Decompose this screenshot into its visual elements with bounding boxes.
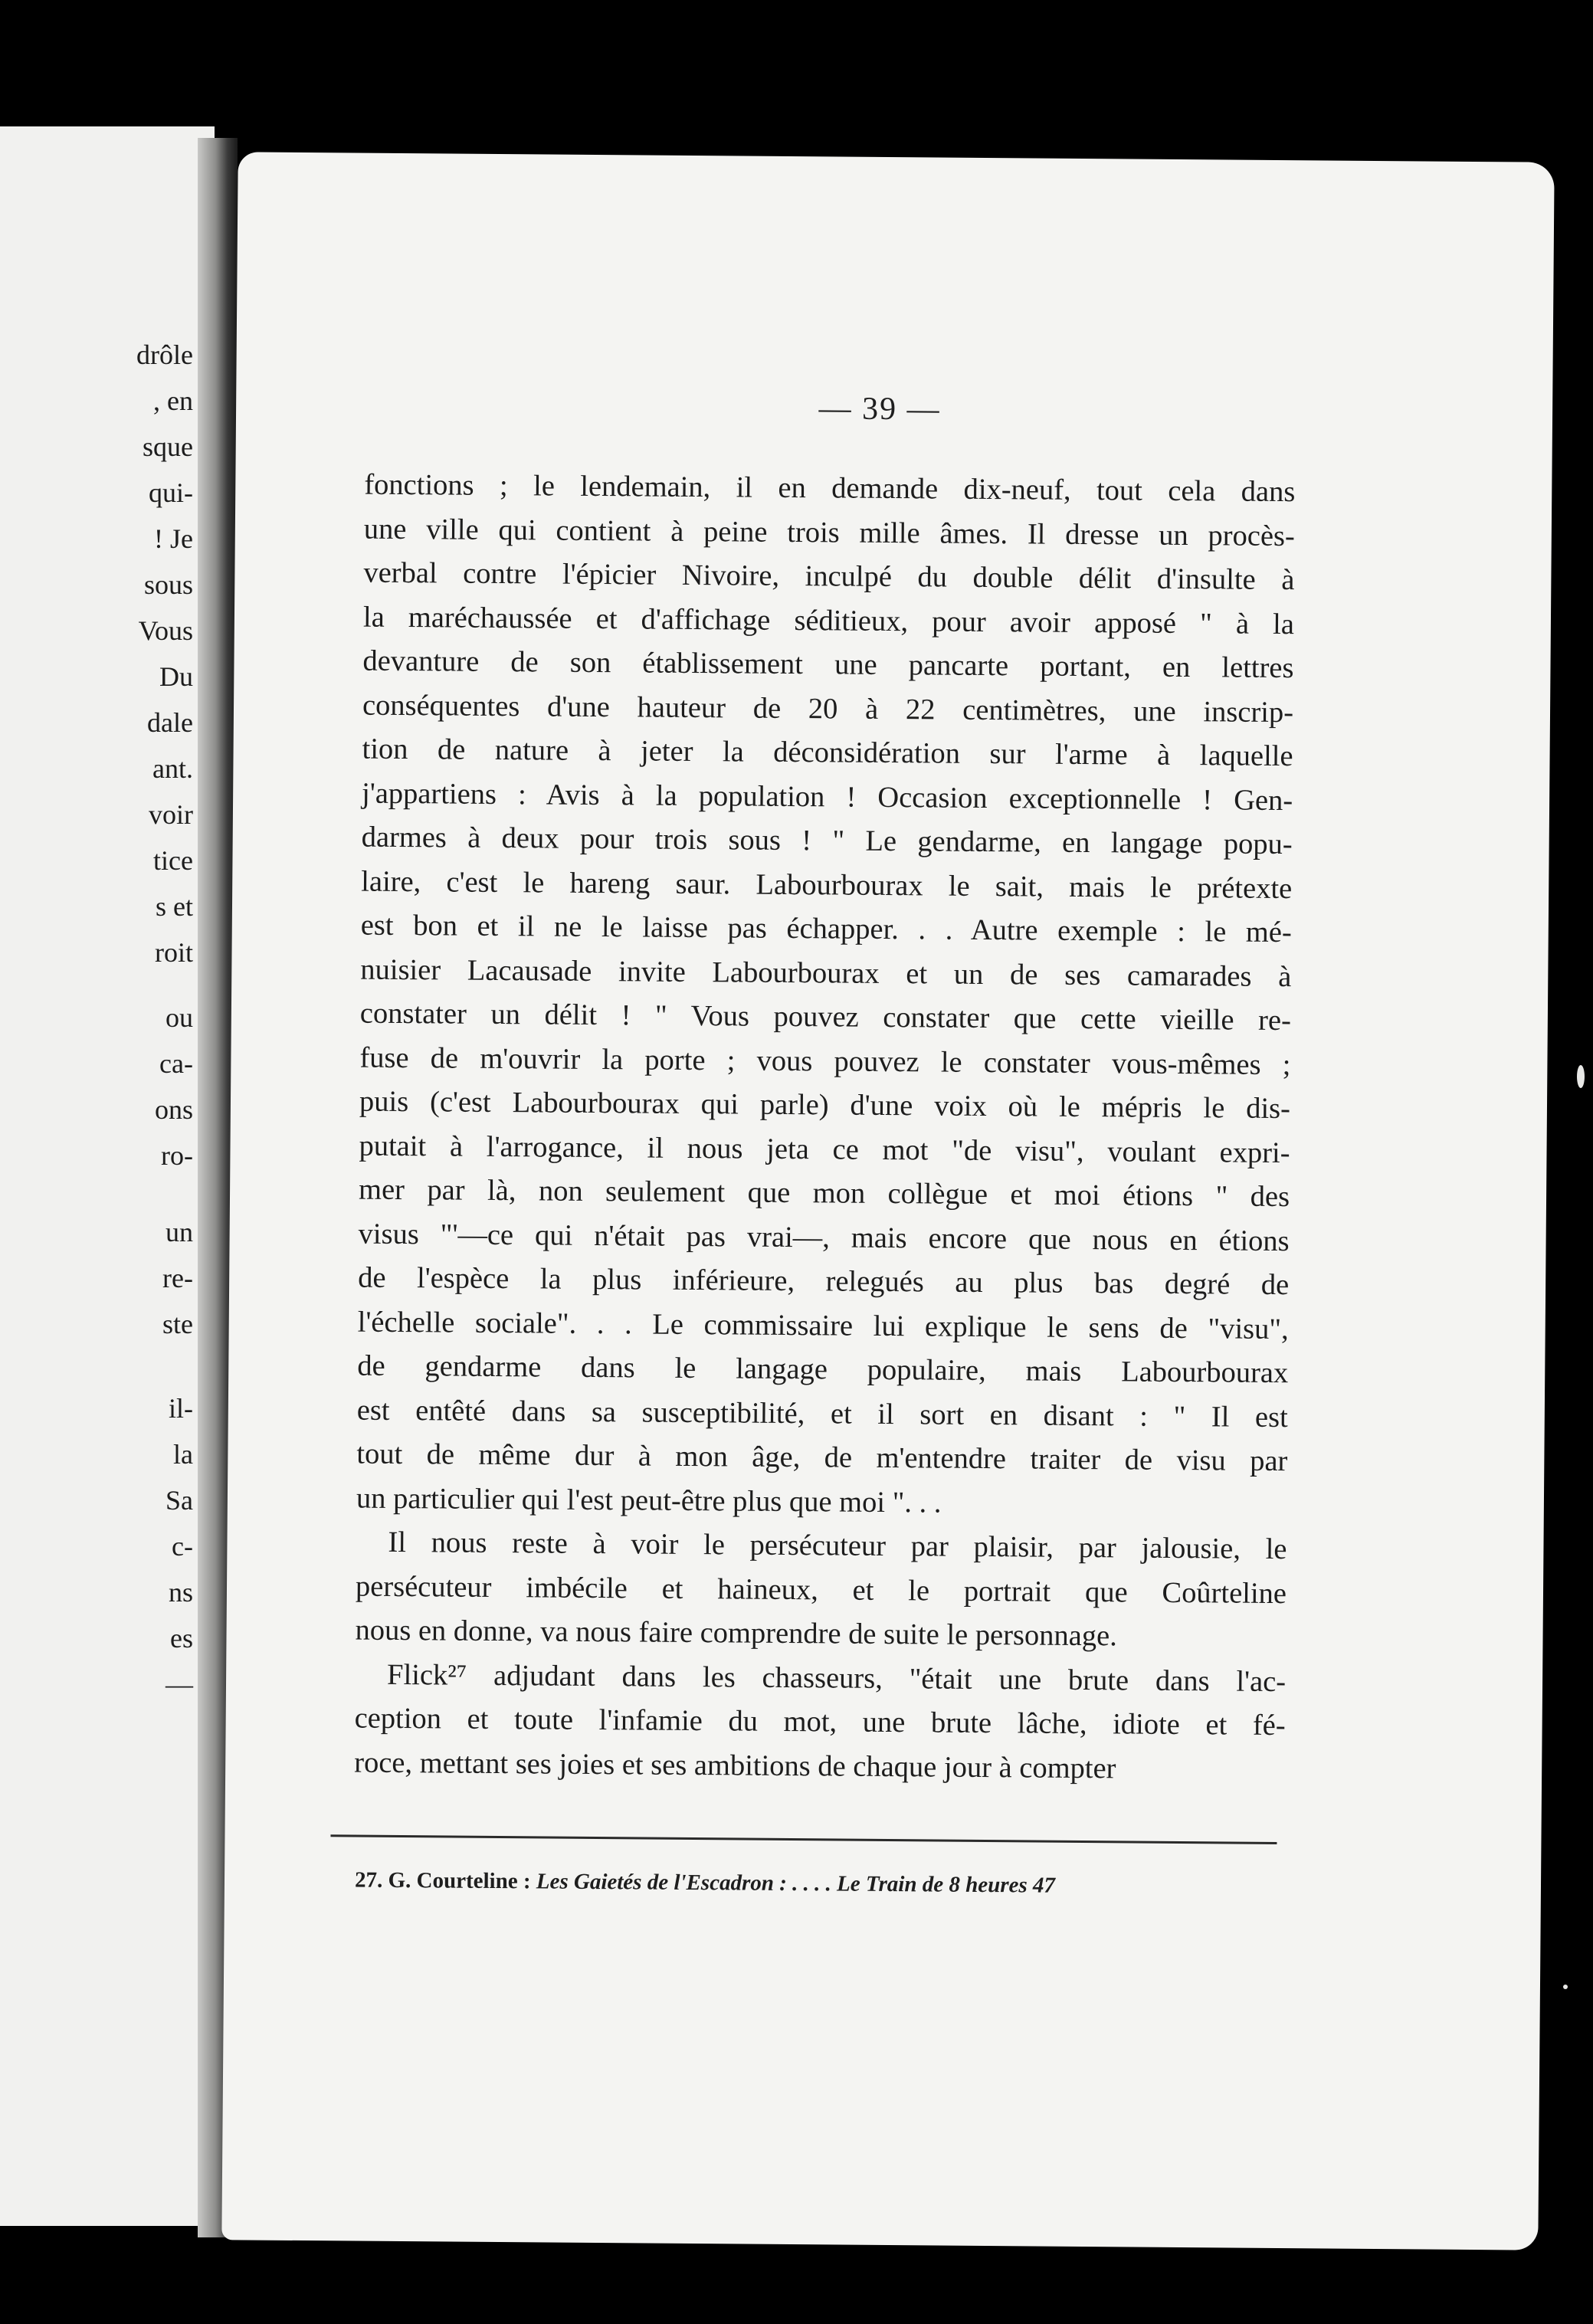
facing-page-fragment [0, 126, 215, 2226]
text-line: un particulier qui l'est peut-être plus que moi ". . . [356, 1482, 942, 1519]
facing-page-text-fragment: , en [153, 385, 193, 416]
facing-page-text-fragment: ro- [161, 1140, 193, 1171]
scan-speck [1563, 1985, 1568, 1989]
footnote-rule [330, 1834, 1277, 1844]
facing-page-text-fragment: ant. [152, 753, 193, 784]
facing-page-text-fragment: ca- [159, 1048, 193, 1079]
facing-page-text-fragment: Vous [138, 615, 193, 646]
scan-speck [1577, 1065, 1585, 1088]
text-line: nous en donne, va nous faire comprendre de suite le personnage. [355, 1614, 1117, 1653]
footnote-title: Les Gaietés de l'Escadron : . . . . Le Train de 8 heures 47 [536, 1869, 1056, 1898]
text-line: Il nous reste à voir le persécuteur par plaisir, par jalousie, le [388, 1526, 1287, 1566]
facing-page-text-fragment: — [166, 1669, 193, 1700]
text-line: est bon et il ne le laisse pas échapper. . . Autre exemple : le mé- [360, 909, 1292, 949]
facing-page-text-fragment: es [170, 1623, 193, 1654]
text-line: est entêté dans sa susceptibilité, et il sort en disant : " Il est [356, 1394, 1288, 1434]
facing-page-text-fragment: Sa [166, 1485, 193, 1516]
facing-page-text-fragment: ste [162, 1309, 193, 1339]
facing-page-text-fragment: qui- [149, 477, 193, 508]
page-number: — 39 — [818, 391, 941, 428]
facing-page-text-fragment: ons [154, 1094, 193, 1125]
footnote-number: 27. [354, 1867, 383, 1893]
facing-page-text-fragment: roit [155, 937, 193, 968]
footnote-author: G. Courteline : [388, 1867, 531, 1894]
text-line: l'échelle sociale". . . Le commissaire lui explique le sens de "visu", [357, 1306, 1289, 1346]
text-line: darmes à deux pour trois sous ! " Le gendarme, en langage popu- [361, 821, 1293, 861]
facing-page-text-fragment: re- [162, 1263, 193, 1293]
facing-page-text-fragment: s et [156, 891, 193, 922]
text-line: visus "'—ce qui n'était pas vrai—, mais encore que nous en étions [358, 1218, 1290, 1257]
facing-page-text-fragment: ou [166, 1002, 193, 1033]
text-line: ception et toute l'infamie du mot, une brute lâche, idiote et fé- [354, 1702, 1286, 1742]
text-line: constater un délit ! " Vous pouvez constater que cette vieille re- [359, 997, 1292, 1037]
text-line: de l'espèce la plus inférieure, relegués au plus bas degré de [358, 1261, 1290, 1302]
text-line: Flick²⁷ adjudant dans les chasseurs, "était une brute dans l'ac- [386, 1658, 1287, 1698]
text-line: mer par là, non seulement que mon collègue et moi étions " des [358, 1173, 1290, 1214]
facing-page-text-fragment: ns [168, 1577, 193, 1608]
facing-page-text-fragment: un [166, 1217, 193, 1247]
facing-page-text-fragment: sque [143, 431, 193, 462]
text-line: devanture de son établissement une pancarte portant, en lettres [362, 644, 1294, 685]
text-line: nuisier Lacausade invite Labourbourax et un de ses camarades à [360, 953, 1292, 993]
facing-page-text-fragment: voir [149, 799, 193, 830]
text-line: de gendarme dans le langage populaire, mais Labourbourax [357, 1349, 1289, 1390]
text-line: laire, c'est le hareng saur. Labourbourax le sait, mais le prétexte [361, 865, 1293, 905]
facing-page-text-fragment: tice [153, 845, 193, 876]
footnote [355, 1868, 1290, 1901]
text-line: verbal contre l'épicier Nivoire, inculpé du double délit d'insulte à [363, 556, 1295, 597]
text-line: puis (c'est Labourbourax qui parle) d'une voix où le mépris le dis- [359, 1085, 1291, 1126]
book-page [221, 152, 1554, 2250]
text-line: tout de même dur à mon âge, de m'entendre traiter de visu par [356, 1437, 1288, 1478]
text-line: fonctions ; le lendemain, il en demande dix-neuf, tout cela dans [364, 468, 1296, 509]
facing-page-text-fragment: Du [159, 661, 193, 692]
text-line: tion de nature à jeter la déconsidération sur l'arme à laquelle [362, 733, 1293, 773]
text-line: une ville qui contient à peine trois mille âmes. Il dresse un procès- [363, 513, 1295, 552]
text-line: fuse de m'ouvrir la porte ; vous pouvez le constater vous-mêmes ; [359, 1041, 1291, 1081]
text-line: roce, mettant ses joies et ses ambitions de chaque jour à compter [354, 1746, 1116, 1785]
facing-page-text-fragment: il- [169, 1393, 193, 1424]
text-line: conséquentes d'une hauteur de 20 à 22 centimètres, une inscrip- [362, 689, 1294, 729]
body-text [354, 464, 1296, 1792]
text-line: la maréchaussée et d'affichage séditieux, pour avoir apposé " à la [362, 601, 1295, 641]
text-line: j'appartiens : Avis à la population ! Occasion exceptionnelle ! Gen- [361, 777, 1293, 817]
text-line: persécuteur imbécile et haineux, et le portrait que Coûrteline [355, 1570, 1287, 1610]
facing-page-text-fragment: ! Je [154, 523, 193, 554]
facing-page-text-fragment: sous [143, 569, 193, 600]
facing-page-text-fragment: dale [147, 707, 193, 738]
facing-page-text-fragment: c- [172, 1531, 193, 1562]
facing-page-text-fragment: drôle [136, 339, 193, 370]
text-line: putait à l'arrogance, il nous jeta ce mot "de visu", voulant expri- [359, 1129, 1290, 1169]
facing-page-text-fragment: la [173, 1439, 193, 1470]
